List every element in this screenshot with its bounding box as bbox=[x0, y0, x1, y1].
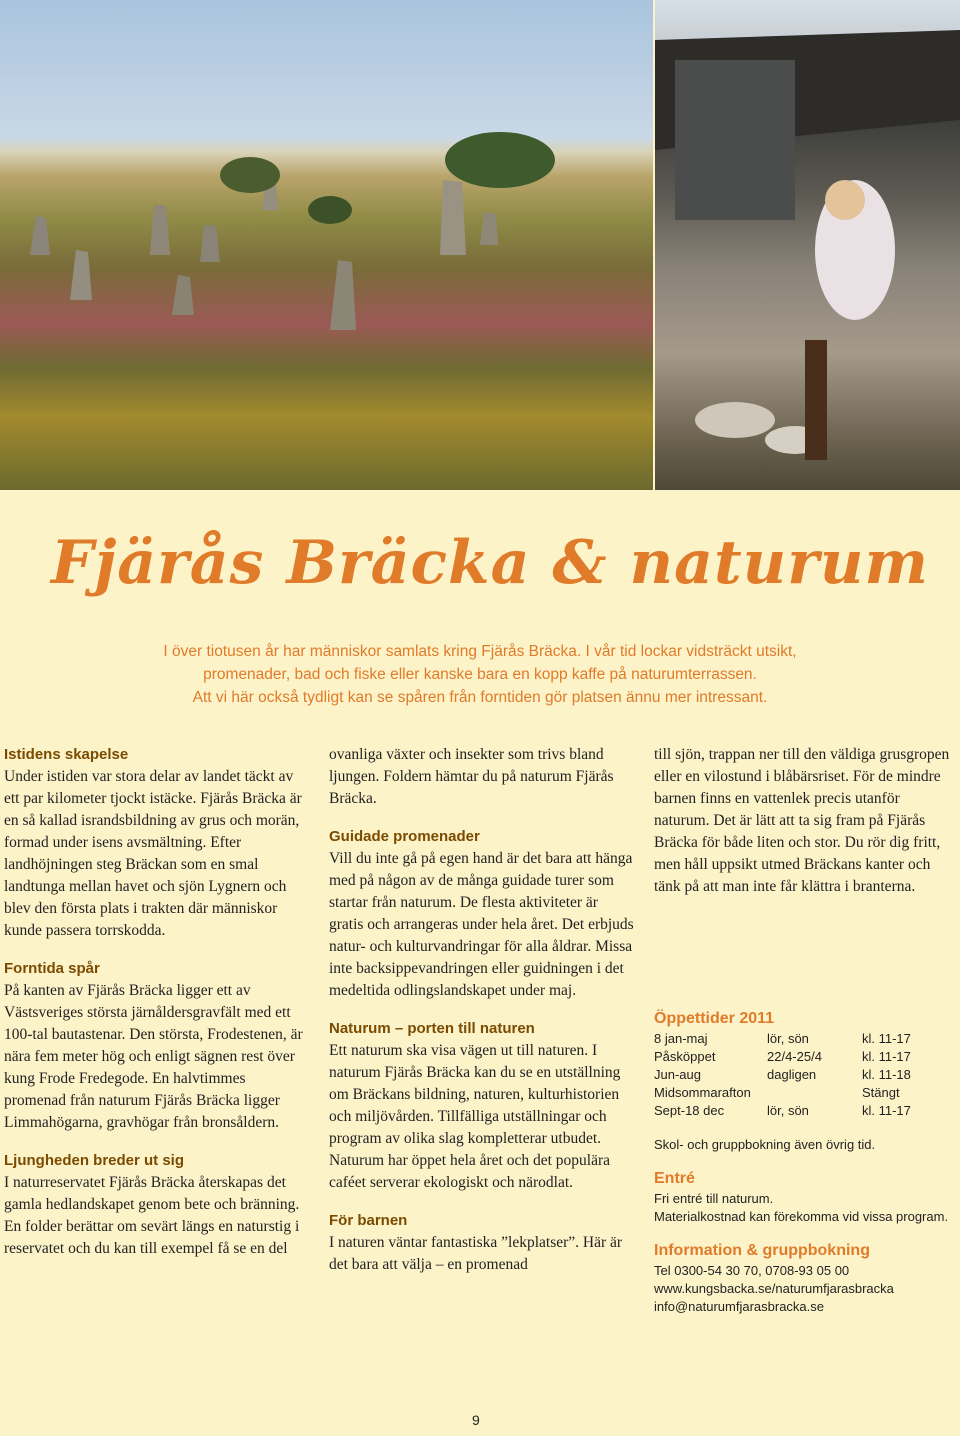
hours-time: kl. 11-18 bbox=[862, 1067, 911, 1082]
table-row bbox=[654, 1030, 911, 1048]
section-heading: Forntida spår bbox=[4, 960, 100, 977]
column-3 bbox=[654, 744, 959, 1316]
section-text: Vill du inte gå på egen hand är det bara att hänga med på någon av de många guidade turer som startar från naturum. De flesta aktiviteter är gratis och arrangeras under hela året. Det erbjuds natur- och kulturvandringar för alla åldrar. Missa inte backsippevandringen eller guidningen i det medeltida odlingslandskapet under maj. bbox=[329, 850, 634, 999]
entre-heading: Entré bbox=[654, 1170, 695, 1187]
table-row bbox=[654, 1048, 911, 1066]
section-heading: För barnen bbox=[329, 1212, 408, 1229]
info-web-link[interactable]: www.kungsbacka.se/naturumfjarasbracka bbox=[654, 1281, 894, 1296]
intro-line: Att vi här också tydligt kan se spåren från forntiden gör platsen ännu mer intressant. bbox=[192, 689, 768, 706]
hours-period: Midsommarafton bbox=[654, 1085, 751, 1100]
hours-days: 22/4-25/4 bbox=[767, 1049, 822, 1064]
section-heading: Ljungheden breder ut sig bbox=[4, 1152, 185, 1169]
naturum-photo bbox=[655, 0, 960, 490]
hours-period: Sept-18 dec bbox=[654, 1103, 725, 1118]
hours-days: lör, sön bbox=[767, 1031, 809, 1046]
hours-period: Påsköppet bbox=[654, 1049, 716, 1064]
hours-heading: Öppettider 2011 bbox=[654, 1010, 775, 1027]
hours-time: kl. 11-17 bbox=[862, 1103, 911, 1118]
section-text: ovanliga växter och insekter som trivs bland ljungen. Foldern hämtar du på naturum Fjärås Bräcka. bbox=[329, 746, 614, 807]
entre-line: Fri entré till naturum. bbox=[654, 1191, 774, 1206]
section-heading: Guidade promenader bbox=[329, 828, 480, 845]
section-text: På kanten av Fjärås Bräcka ligger ett av Västsveriges största järnåldersgravfält med ett 100-tal bautastenar. Den största, Frodestenen, är nära fem meter hög och enligt sägnen rest över kung Frode Fredegode. En halvtimmes promenad från naturum Fjärås Bräcka ligger Limmahögarna, gravhögar från bronsåldern. bbox=[4, 982, 303, 1131]
column-1 bbox=[4, 744, 304, 1260]
hours-time: kl. 11-17 bbox=[862, 1031, 911, 1046]
entre-line: Materialkostnad kan förekomma vid vissa program. bbox=[654, 1209, 949, 1224]
page-title: Fjärås Bräcka & naturum bbox=[50, 528, 930, 598]
intro-line: promenader, bad och fiske eller kanske bara en kopp kaffe på naturumterrassen. bbox=[203, 666, 757, 683]
section-text: I naturreservatet Fjärås Bräcka återskapas det gamla hedlandskapet genom bete och bränning. En folder berättar om sevärt längs en naturstig i reservatet och du kan till exempel få se en del bbox=[4, 1174, 300, 1257]
section-heading: Naturum – porten till naturen bbox=[329, 1020, 535, 1037]
table-row bbox=[654, 1102, 911, 1120]
landscape-photo bbox=[0, 0, 653, 490]
section-heading: Istidens skapelse bbox=[4, 746, 129, 763]
table-row bbox=[654, 1084, 911, 1102]
hours-time: kl. 11-17 bbox=[862, 1049, 911, 1064]
hours-days: dagligen bbox=[767, 1067, 817, 1082]
page-number: 9 bbox=[472, 1412, 480, 1428]
info-email-link[interactable]: info@naturumfjarasbracka.se bbox=[654, 1299, 824, 1314]
header-photos bbox=[0, 0, 960, 490]
table-row bbox=[654, 1066, 911, 1084]
opening-hours-table bbox=[654, 1030, 911, 1120]
hours-time: Stängt bbox=[862, 1085, 900, 1100]
section-text: till sjön, trappan ner till den väldiga grusgropen eller en vilostund i blåbärsriset. För de mindre barnen finns en vattenlek precis utanför naturum. Det är lätt att ta sig fram på Fjärås Bräcka för både liten och stor. Du rör dig fritt, men håll uppsikt utmed Bräckans kanter och tänk på att man inte får klättra i branterna. bbox=[654, 746, 950, 895]
section-text: Under istiden var stora delar av landet täckt av ett par kilometer tjockt istäcke. Fjärås Bräcka är en så kallad israndsbildning av grus och morän, formad under isens avsmältning. Efter landhöjningen steg Bräckan som en smal landtunga mellan havet och sjön Lygnern och blev den första plats i trakten där människor kunde passera torrskodda. bbox=[4, 768, 302, 939]
hours-period: Jun-aug bbox=[654, 1067, 701, 1082]
section-text: I naturen väntar fantastiska ”lekplatser”. Här är det bara att välja – en promenad bbox=[329, 1234, 623, 1273]
info-heading: Information & gruppbokning bbox=[654, 1242, 870, 1259]
intro-line: I över tiotusen år har människor samlats kring Fjärås Bräcka. I vår tid lockar vidsträckt utsikt, bbox=[163, 643, 797, 660]
standing-stones-illustration bbox=[0, 0, 653, 490]
column-2 bbox=[329, 744, 634, 1276]
section-text: Ett naturum ska visa vägen ut till naturen. I naturum Fjärås Bräcka kan du se en utställning om Bräckans bildning, naturen, kulturhistorien och miljövården. Tillfälliga utställningar och program av olika slag kompletterar utbudet. Naturum har öppet hela året och det populära caféet serverar ekologiskt och närodlat. bbox=[329, 1042, 621, 1191]
booking-note: Skol- och gruppbokning även övrig tid. bbox=[654, 1137, 876, 1152]
hours-period: 8 jan-maj bbox=[654, 1031, 708, 1046]
naturum-building-illustration bbox=[655, 0, 960, 490]
hours-days bbox=[767, 1084, 862, 1102]
info-phone: Tel 0300-54 30 70, 0708-93 05 00 bbox=[654, 1263, 850, 1278]
hours-days: lör, sön bbox=[767, 1103, 809, 1118]
intro-text bbox=[80, 640, 880, 709]
